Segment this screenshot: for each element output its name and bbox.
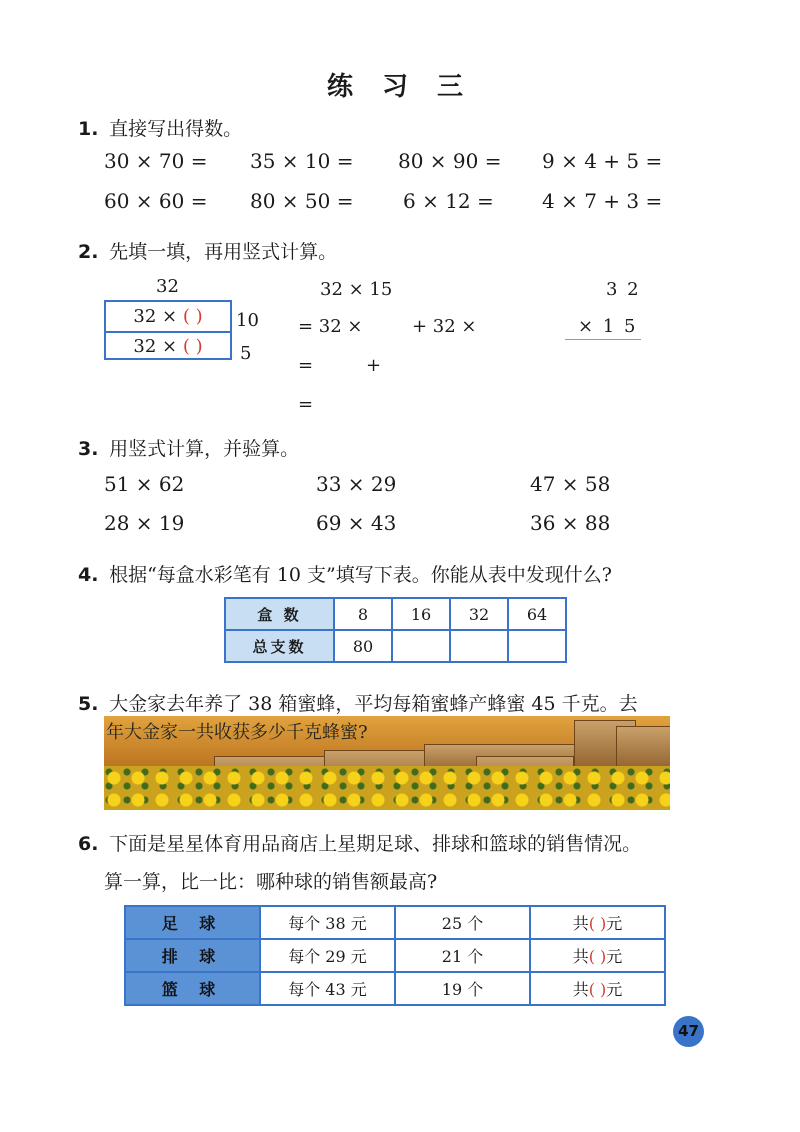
- table-cell: 32: [450, 598, 508, 630]
- question-6: [78, 829, 641, 856]
- table-cell: 64: [508, 598, 566, 630]
- question-text: 根据“每盒水彩笔有 10 支”填写下表。你能从表中发现什么?: [109, 564, 612, 586]
- table-cell: 19 个: [395, 972, 530, 1005]
- step-line: =: [298, 394, 314, 415]
- table-header-cell: 足 球: [125, 906, 260, 939]
- question-text: 下面是星星体育用品商店上星期足球、排球和篮球的销售情况。: [109, 833, 642, 855]
- box-top-label: 32: [156, 276, 179, 297]
- table-row: [225, 630, 566, 662]
- blank-field[interactable]: ( ): [182, 336, 203, 357]
- expression: 32 × 15: [320, 279, 393, 300]
- calc-item: 51 × 62: [104, 472, 185, 496]
- page-title: 练 习 三: [326, 72, 474, 102]
- equation: 30 × 70 =: [104, 149, 208, 173]
- question-text: 大金家去年养了 38 箱蜜蜂，平均每箱蜜蜂产蜂蜜 45 千克。去: [109, 693, 638, 715]
- beehive-illustration: [104, 716, 670, 810]
- side-label: 5: [240, 343, 252, 364]
- split-row-1: [106, 302, 230, 333]
- table-cell: 每个 43 元: [260, 972, 395, 1005]
- total-prefix: 共: [572, 980, 589, 999]
- equation: 60 × 60 =: [104, 189, 208, 213]
- question-number: 1.: [78, 118, 99, 140]
- question-number: 4.: [78, 564, 99, 586]
- box-count-table: [224, 597, 567, 663]
- table-header-cell: 排 球: [125, 939, 260, 972]
- split-expr: 32 ×: [133, 336, 178, 357]
- question-number: 6.: [78, 833, 99, 855]
- question-2: [78, 237, 337, 264]
- step-line: =: [298, 355, 314, 376]
- question-text: 算一算，比一比：哪种球的销售额最高?: [104, 871, 438, 893]
- answer-cell[interactable]: [450, 630, 508, 662]
- table-cell: 25 个: [395, 906, 530, 939]
- question-5: [78, 689, 638, 716]
- question-number: 5.: [78, 693, 99, 715]
- calc-item: 33 × 29: [316, 472, 397, 496]
- calc-item: 69 × 43: [316, 511, 397, 535]
- question-text-continued: 年大金家一共收获多少千克蜂蜜?: [106, 722, 368, 743]
- question-text: 用竖式计算，并验算。: [109, 438, 300, 460]
- total-prefix: 共: [572, 947, 589, 966]
- blank-field[interactable]: ( ): [588, 947, 607, 966]
- question-text: 直接写出得数。: [109, 118, 243, 140]
- ball-sales-table: [124, 905, 666, 1006]
- table-row: [125, 939, 665, 972]
- blank-field[interactable]: ( ): [182, 306, 203, 327]
- split-box: [104, 300, 232, 360]
- step-line: = 32 ×: [298, 316, 363, 337]
- step-line: +: [366, 355, 382, 376]
- total-cell: [530, 972, 665, 1005]
- table-row: [125, 972, 665, 1005]
- table-header-cell: 总支数: [225, 630, 334, 662]
- total-prefix: 共: [572, 914, 589, 933]
- step-line: + 32 ×: [412, 316, 477, 337]
- blank-field[interactable]: ( ): [588, 980, 607, 999]
- calc-item: 47 × 58: [530, 472, 611, 496]
- answer-cell[interactable]: [392, 630, 450, 662]
- vertical-bottom: × 1 5: [578, 316, 638, 337]
- question-4: [78, 560, 612, 587]
- equation: 4 × 7 + 3 =: [542, 189, 663, 213]
- split-expr: 32 ×: [133, 306, 178, 327]
- page-number: 47: [673, 1016, 704, 1047]
- split-row-2: [106, 332, 230, 361]
- question-number: 3.: [78, 438, 99, 460]
- equation: 80 × 90 =: [398, 149, 502, 173]
- side-label: 10: [236, 310, 259, 331]
- equation: 80 × 50 =: [250, 189, 354, 213]
- blank-field[interactable]: ( ): [588, 914, 607, 933]
- total-unit: 元: [606, 947, 623, 966]
- table-header-cell: 篮 球: [125, 972, 260, 1005]
- total-unit: 元: [606, 980, 623, 999]
- calc-item: 36 × 88: [530, 511, 611, 535]
- equation: 6 × 12 =: [403, 189, 494, 213]
- total-unit: 元: [606, 914, 623, 933]
- question-6-line-2: [104, 867, 437, 894]
- equation: 9 × 4 + 5 =: [542, 149, 663, 173]
- table-cell: 16: [392, 598, 450, 630]
- total-cell: [530, 906, 665, 939]
- table-row: [125, 906, 665, 939]
- vertical-top: 3 2: [606, 279, 641, 300]
- flower-field: [104, 766, 670, 810]
- question-text: 先填一填，再用竖式计算。: [109, 241, 338, 263]
- answer-cell[interactable]: [508, 630, 566, 662]
- table-cell: 80: [334, 630, 392, 662]
- calc-item: 28 × 19: [104, 511, 185, 535]
- table-cell: 21 个: [395, 939, 530, 972]
- equation: 35 × 10 =: [250, 149, 354, 173]
- total-cell: [530, 939, 665, 972]
- table-row: [225, 598, 566, 630]
- question-3: [78, 434, 299, 461]
- table-cell: 每个 29 元: [260, 939, 395, 972]
- table-cell: 每个 38 元: [260, 906, 395, 939]
- vertical-divider: [565, 339, 641, 340]
- question-1: [78, 114, 242, 141]
- table-cell: 8: [334, 598, 392, 630]
- table-header-cell: 盒 数: [225, 598, 334, 630]
- question-number: 2.: [78, 241, 99, 263]
